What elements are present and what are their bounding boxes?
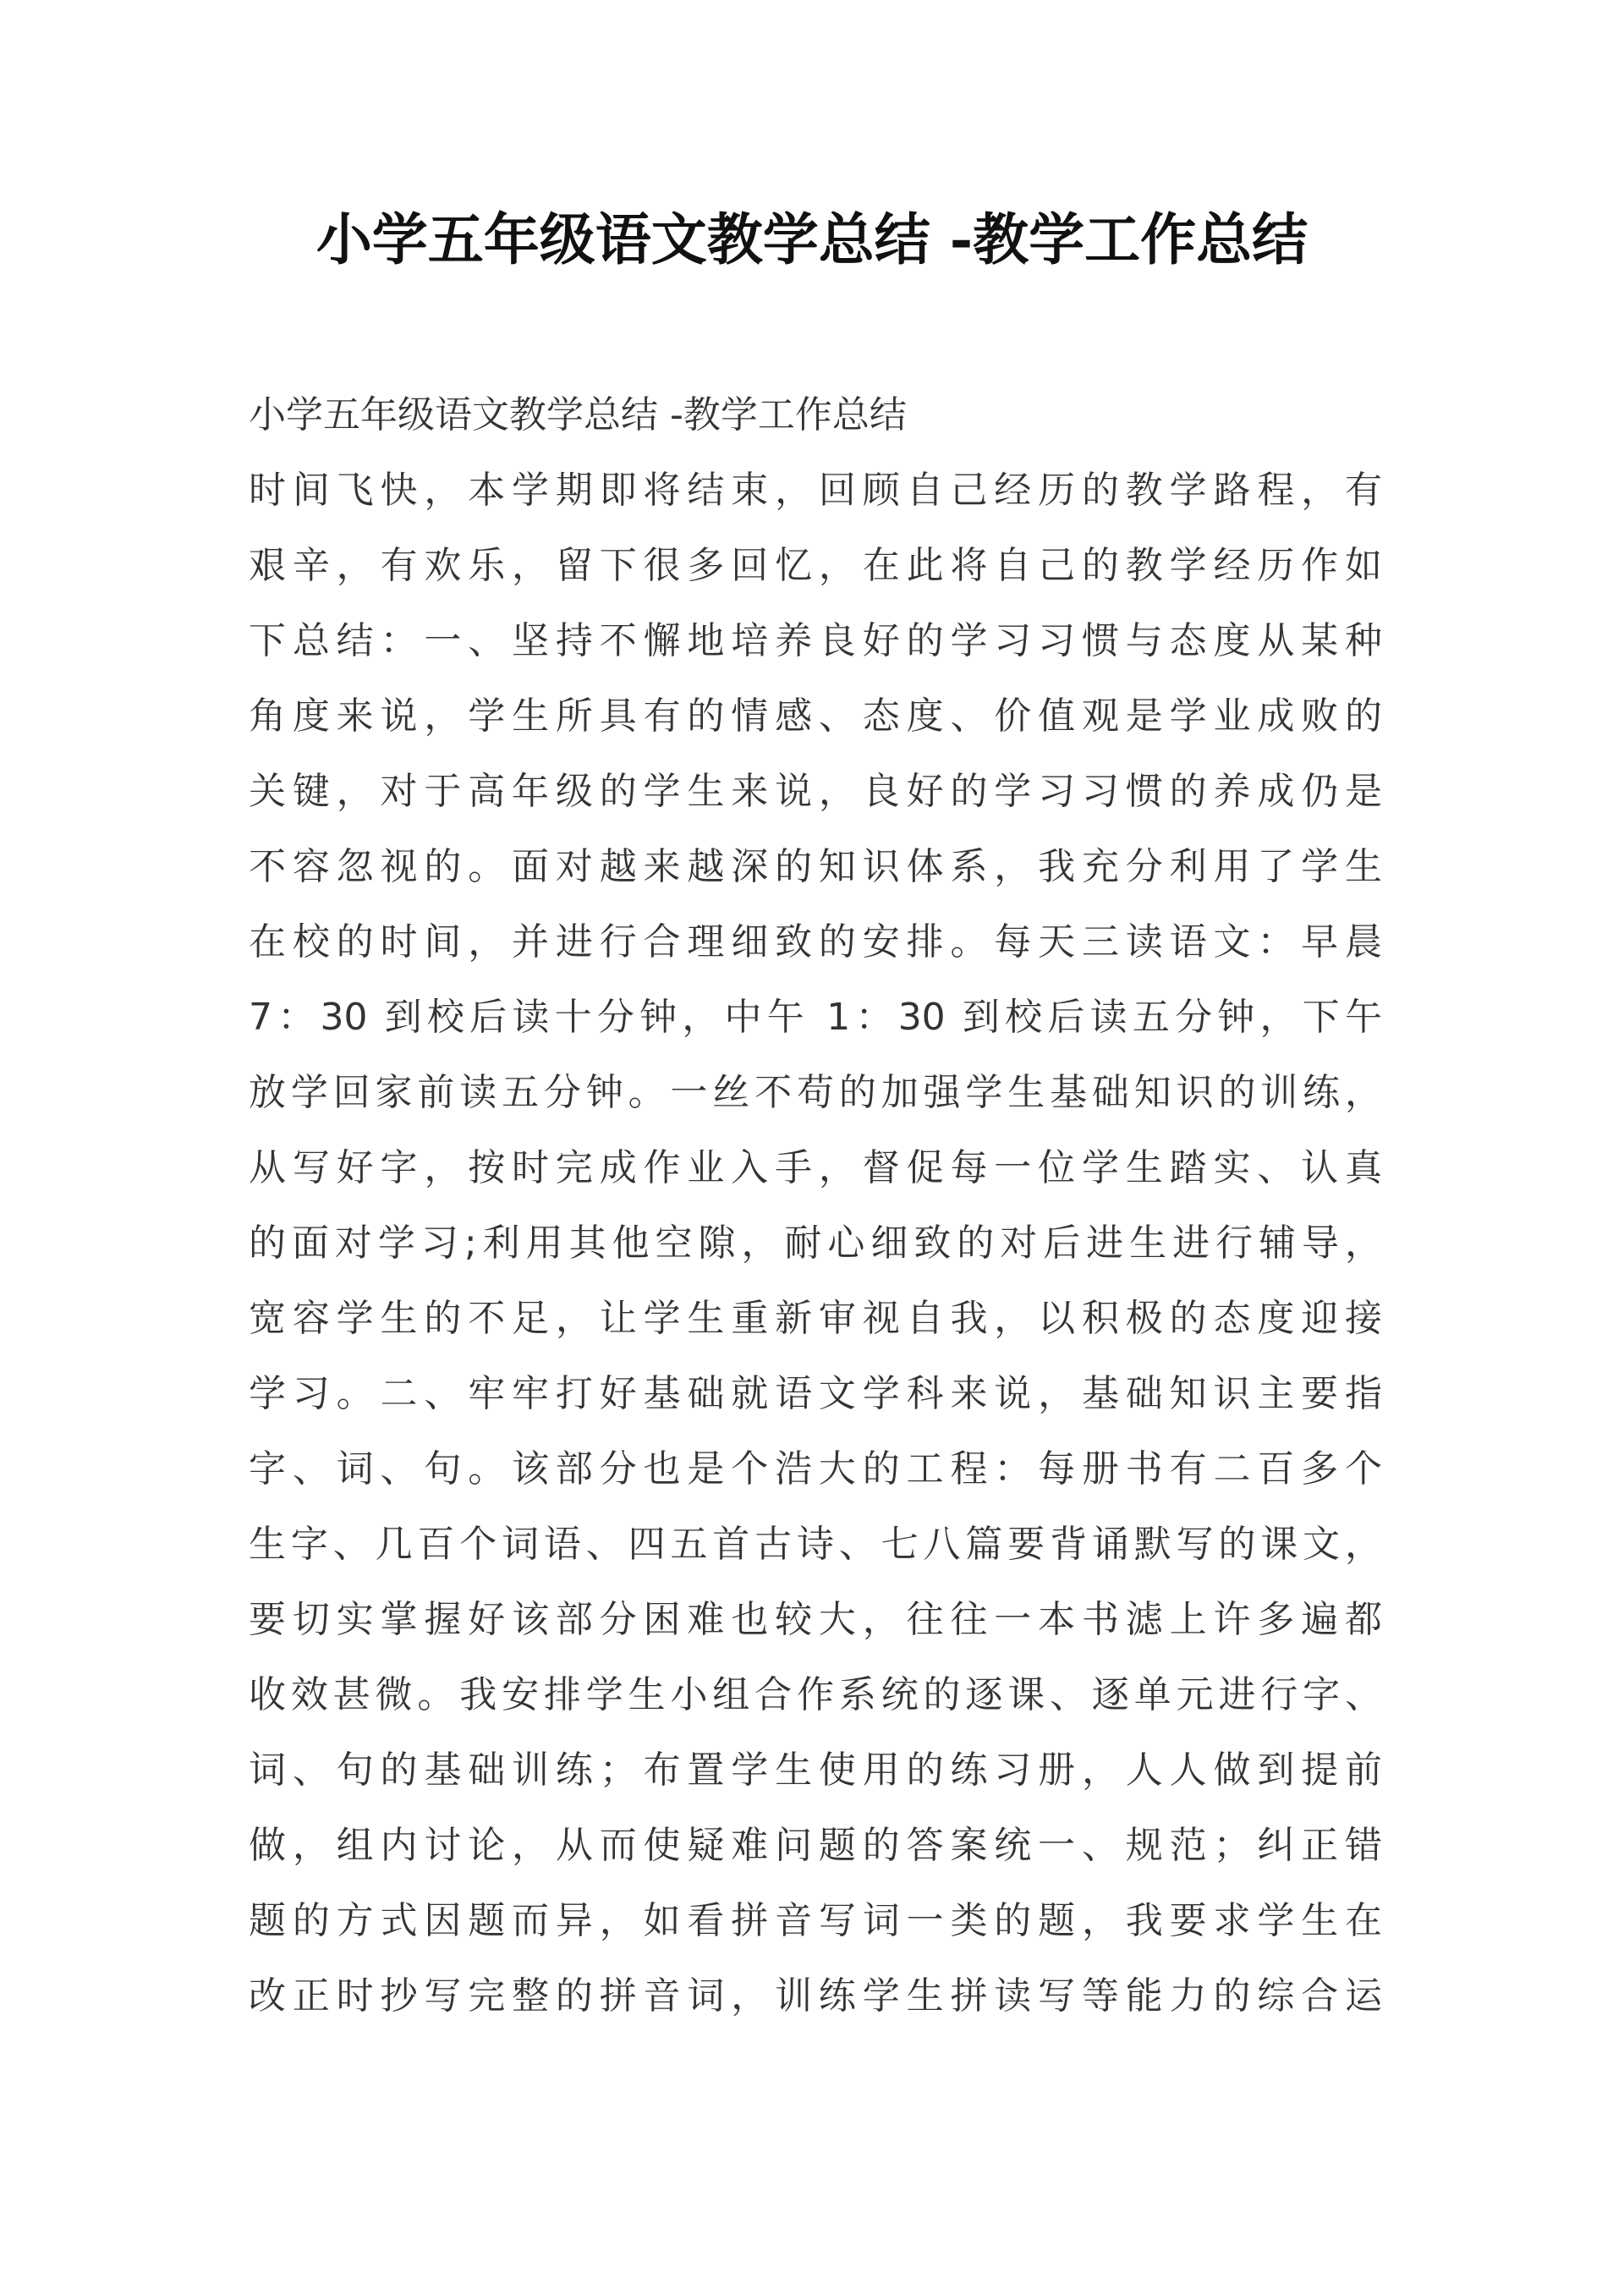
document-title: 小学五年级语文教学总结 -教学工作总结 [315,206,1309,272]
body-line: 角度来说，学生所具有的情感、态度、价值观是学业成败的 [249,695,1382,738]
body-line: 从写好字，按时完成作业入手，督促每一位学生踏实、认真 [249,1146,1382,1189]
body-line: 7：30 到校后读十分钟，中午 1：30 到校后读五分钟，下午 [249,996,1382,1039]
body-line: 做，组内讨论，从而使疑难问题的答案统一、规范；纠正错 [249,1824,1382,1867]
body-line: 放学回家前读五分钟。一丝不苟的加强学生基础知识的训练， [249,1071,1382,1114]
body-subtitle-line: 小学五年级语文教学总结 -教学工作总结 [249,393,907,436]
body-line: 题的方式因题而异，如看拼音写词一类的题，我要求学生在 [249,1899,1382,1942]
body-line: 字、词、句。该部分也是个浩大的工程：每册书有二百多个 [249,1447,1382,1491]
body-line: 词、句的基础训练；布置学生使用的练习册，人人做到提前 [249,1749,1382,1792]
body-line: 改正时抄写完整的拼音词，训练学生拼读写等能力的综合运 [249,1974,1382,2018]
body-line: 的面对学习;利用其他空隙，耐心细致的对后进生进行辅导， [249,1222,1382,1265]
body-line: 不容忽视的。面对越来越深的知识体系，我充分利用了学生 [249,845,1382,888]
body-line: 收效甚微。我安排学生小组合作系统的逐课、逐单元进行字、 [249,1673,1382,1716]
body-line: 时间飞快，本学期即将结束，回顾自己经历的教学路程，有 [249,469,1382,512]
body-line: 在校的时间，并进行合理细致的安排。每天三读语文：早晨 [249,920,1382,964]
body-line: 宽容学生的不足，让学生重新审视自我，以积极的态度迎接 [249,1297,1382,1340]
body-line: 关键，对于高年级的学生来说，良好的学习习惯的养成仍是 [249,770,1382,813]
document-body [249,377,1382,2034]
body-line: 下总结：一、坚持不懈地培养良好的学习习惯与态度从某种 [249,619,1382,662]
body-line: 要切实掌握好该部分困难也较大，往往一本书滤上许多遍都 [249,1598,1382,1641]
body-line: 艰辛，有欢乐，留下很多回忆，在此将自己的教学经历作如 [249,544,1382,587]
body-line: 生字、几百个词语、四五首古诗、七八篇要背诵默写的课文， [249,1523,1382,1566]
body-line: 学习。二、牢牢打好基础就语文学科来说，基础知识主要指 [249,1372,1382,1415]
